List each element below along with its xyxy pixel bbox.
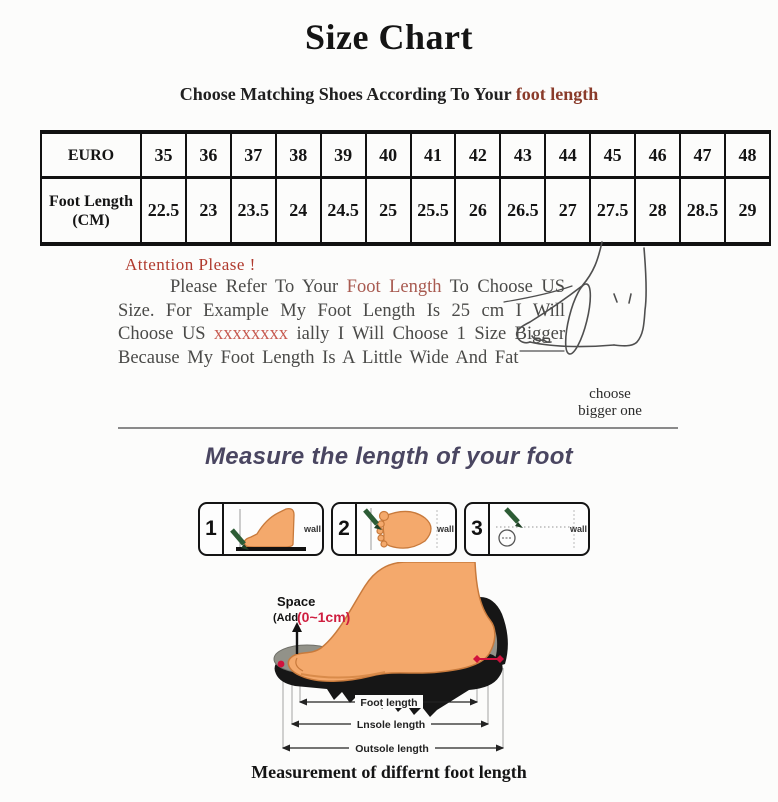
euro-cell: 40 — [366, 132, 411, 178]
choose-bigger-one-note — [545, 386, 675, 420]
attention-censored-text: xxxxxxxx — [214, 324, 289, 344]
cm-cell: 24 — [276, 178, 321, 245]
euro-cell: 36 — [186, 132, 231, 178]
measure-step-3-panel — [464, 502, 590, 556]
step-1-illustration — [224, 504, 322, 554]
space-add-label: (Add — [273, 612, 299, 624]
measure-step-1-panel — [198, 502, 324, 556]
section-divider — [118, 427, 678, 429]
step-3-illustration — [490, 504, 588, 554]
page-subtitle — [0, 84, 778, 105]
euro-cell: 39 — [321, 132, 366, 178]
measure-step-2-panel — [331, 502, 457, 556]
attention-foot-length: Foot Length — [346, 277, 442, 297]
step-number: 2 — [333, 504, 357, 554]
outsole-length-label: Outsole length — [355, 743, 429, 755]
cm-cell: 25.5 — [411, 178, 456, 245]
attention-heading: Attention Please ! — [125, 255, 256, 274]
euro-cell: 38 — [276, 132, 321, 178]
euro-cell: 48 — [725, 132, 770, 178]
cm-cell: 24.5 — [321, 178, 366, 245]
cm-row-label: Foot Length (CM) — [41, 178, 141, 245]
attention-text: Please Refer To Your — [170, 277, 347, 297]
step-number: 3 — [466, 504, 490, 554]
euro-cell: 35 — [141, 132, 186, 178]
wall-label: wall — [569, 524, 587, 534]
attention-text: To Choose US Size. For Example My Foot Length Is 25 cm I Will Choose US — [118, 277, 565, 344]
euro-cell: 44 — [545, 132, 590, 178]
cm-cell: 28 — [635, 178, 680, 245]
euro-cell: 47 — [680, 132, 725, 178]
page-title: Size Chart — [305, 17, 473, 57]
euro-cell: 41 — [411, 132, 456, 178]
euro-row-label: EURO — [41, 132, 141, 178]
wall-label: wall — [303, 524, 321, 534]
step-2-illustration — [357, 504, 455, 554]
cm-cell: 27.5 — [590, 178, 635, 245]
cm-cell: 23.5 — [231, 178, 276, 245]
attention-text: ially I Will Choose 1 Size Bigger Because My Foot Length Is A Little Wide And Fat — [118, 324, 565, 368]
cm-cell: 28.5 — [680, 178, 725, 245]
foot-tape-sketch-illustration — [494, 238, 679, 378]
space-label: Space — [277, 594, 316, 609]
wall-label: wall — [436, 524, 454, 534]
table-row-euro — [41, 132, 770, 178]
space-range-label: (0~1cm) — [297, 609, 351, 625]
euro-cell: 43 — [500, 132, 545, 178]
euro-cell: 45 — [590, 132, 635, 178]
subtitle-text: Choose Matching Shoes According To Your — [179, 84, 516, 104]
measure-section-heading: Measure the length of your foot — [205, 443, 573, 470]
size-table — [40, 130, 771, 246]
table-row-cm — [41, 178, 770, 245]
cm-cell: 26 — [455, 178, 500, 245]
cm-cell: 26.5 — [500, 178, 545, 245]
note-line: bigger one — [578, 403, 642, 419]
measure-steps-row — [198, 502, 590, 556]
euro-cell: 37 — [231, 132, 276, 178]
cm-cell: 22.5 — [141, 178, 186, 245]
cm-cell: 25 — [366, 178, 411, 245]
step-number: 1 — [200, 504, 224, 554]
cm-cell: 29 — [725, 178, 770, 245]
euro-cell: 42 — [455, 132, 500, 178]
foot-length-label: Foot length — [360, 697, 418, 709]
subtitle-highlight: foot length — [515, 84, 599, 104]
shoe-length-diagram — [243, 562, 545, 760]
cm-cell: 23 — [186, 178, 231, 245]
cm-cell: 27 — [545, 178, 590, 245]
euro-cell: 46 — [635, 132, 680, 178]
insole-length-label: Lnsole length — [356, 719, 426, 731]
note-line: choose — [589, 386, 631, 402]
diagram-caption: Measurement of differnt foot length — [251, 762, 527, 782]
